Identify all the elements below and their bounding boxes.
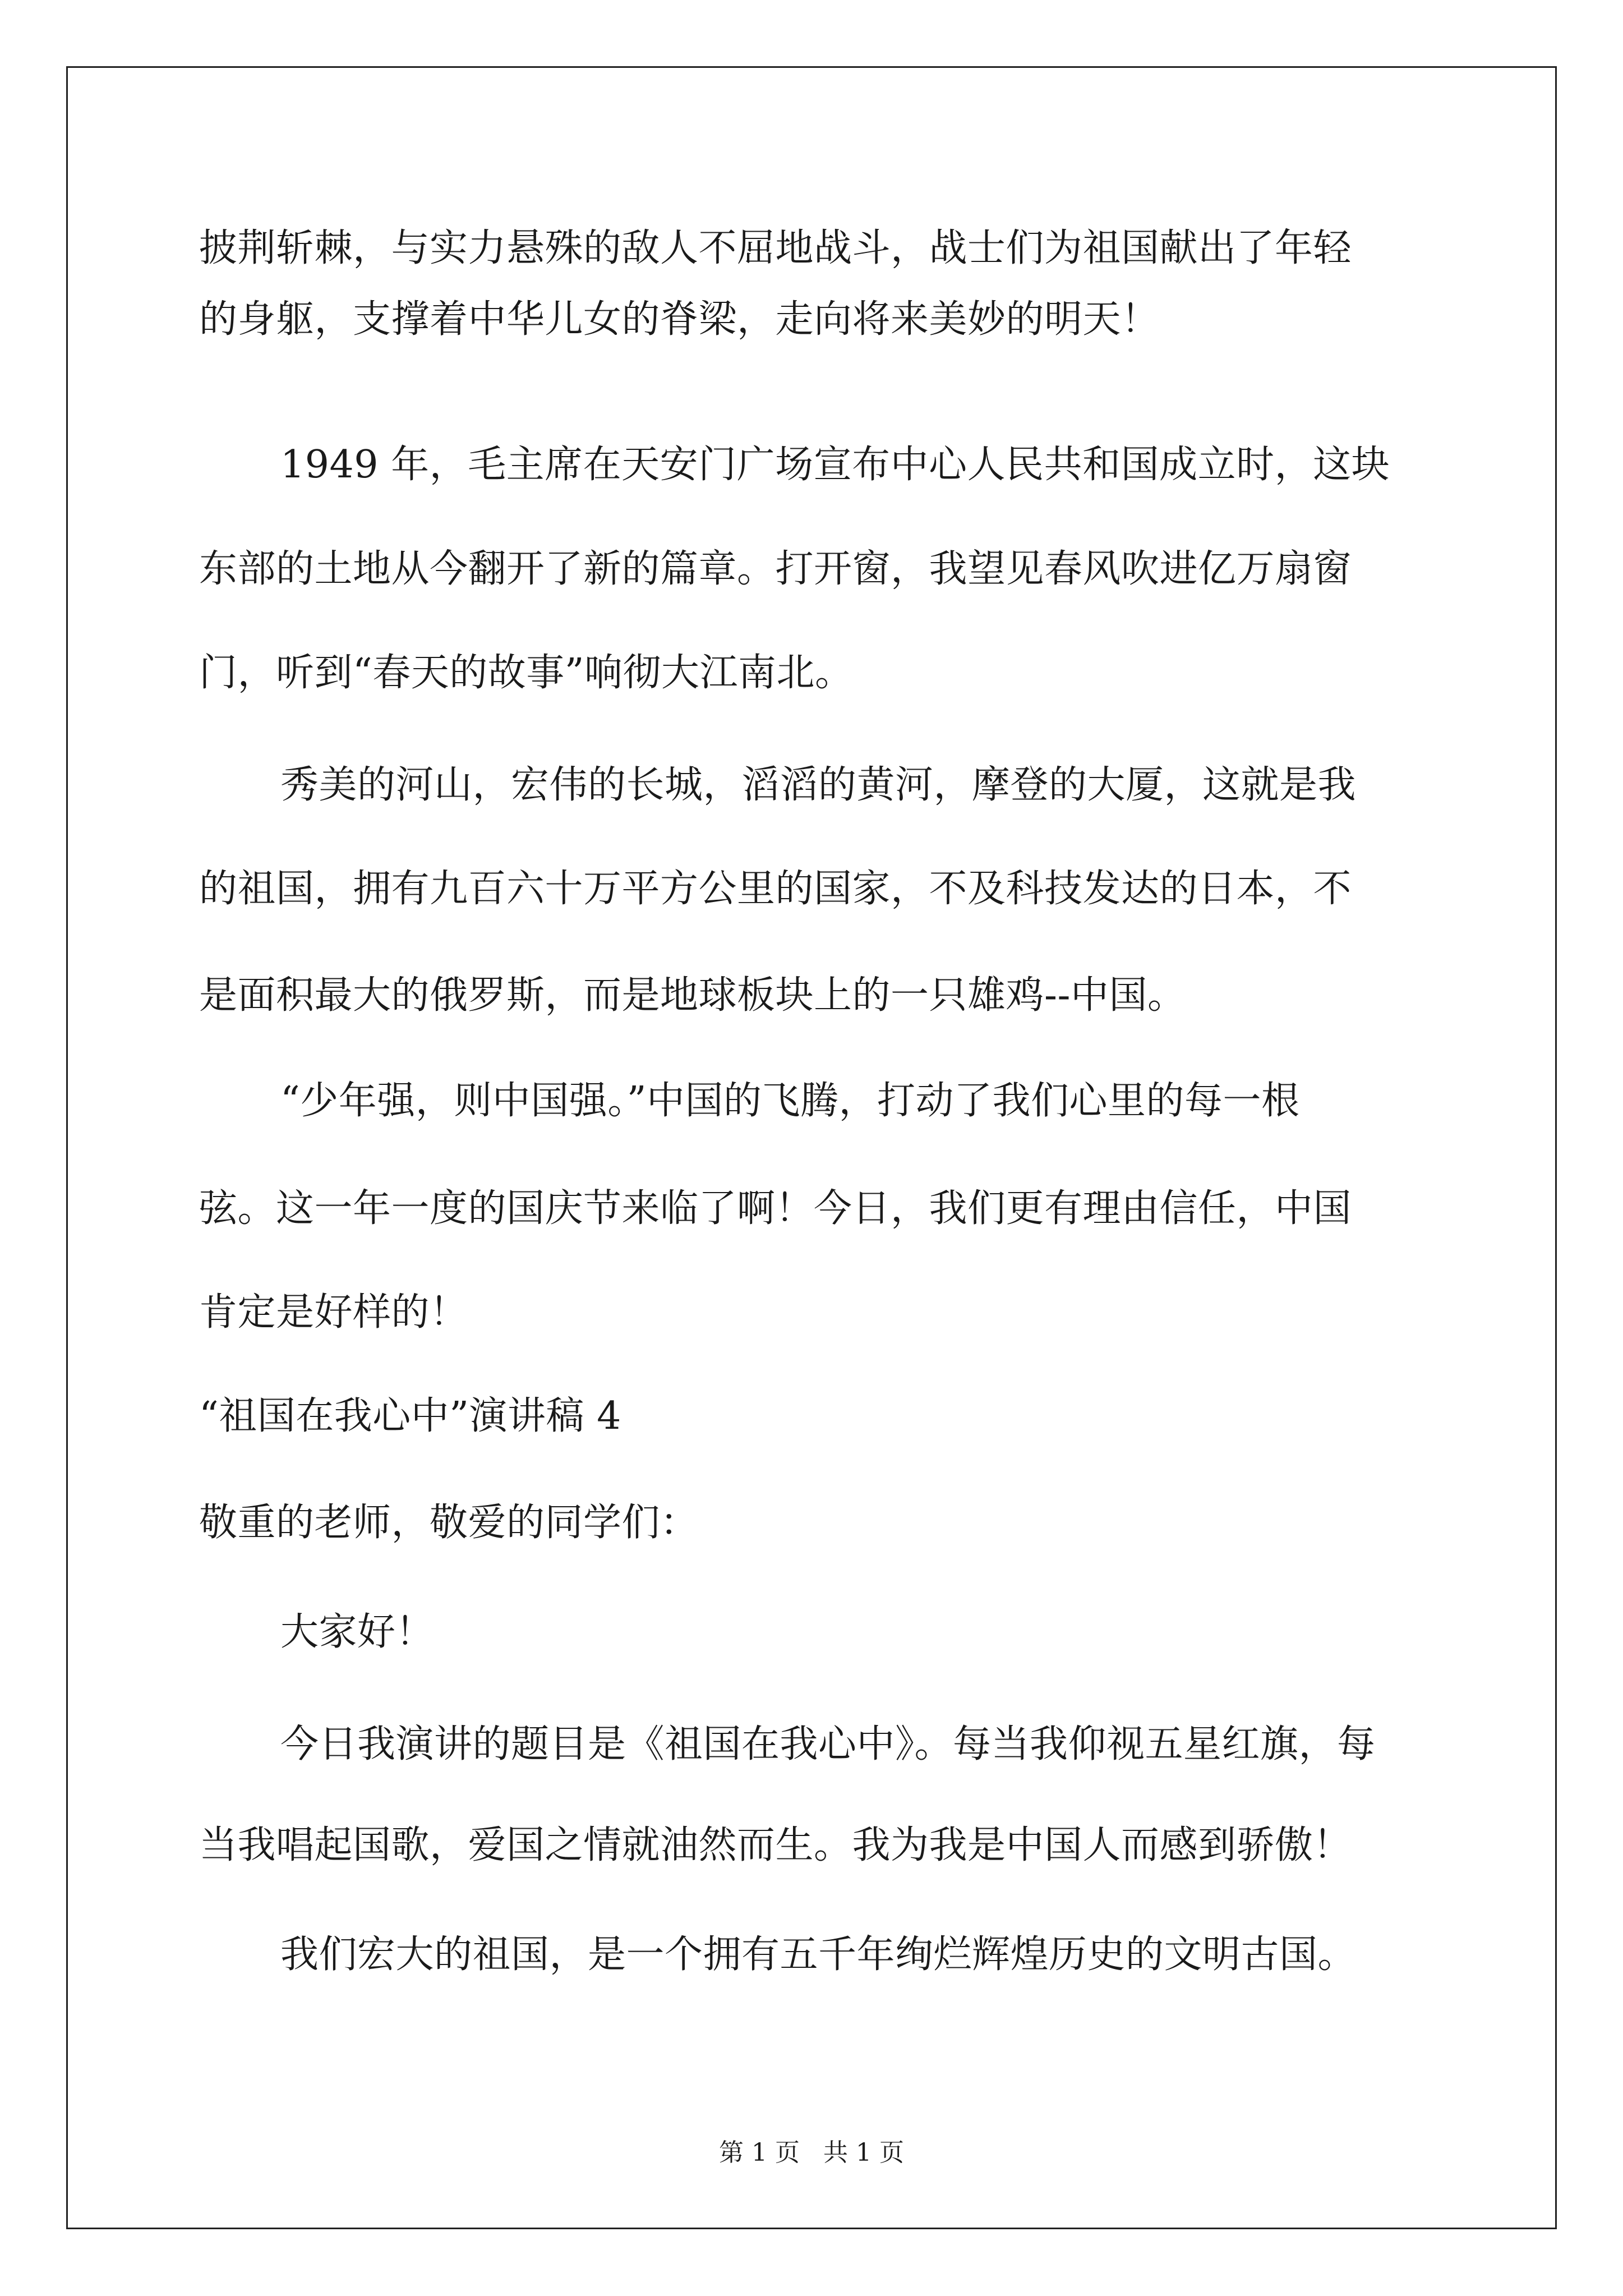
body-line: 我们宏大的祖国，是一个拥有五千年绚烂辉煌历史的文明古国。 [280,1932,1357,1977]
section-heading: “祖国在我心中”演讲稿 4 [199,1394,621,1438]
body-line: 肯定是好样的！ [199,1290,468,1335]
body-line: 今日我演讲的题目是《祖国在我心中》。每当我仰视五星红旗，每 [280,1722,1376,1766]
body-line: 1949 年，毛主席在天安门广场宣布中心人民共和国成立时，这块 [280,443,1390,487]
body-line: 披荆斩棘，与实力悬殊的敌人不屈地战斗，战士们为祖国献出了年轻 [199,226,1352,270]
body-line: 弦。这一年一度的国庆节来临了啊！今日，我们更有理由信任，中国 [199,1186,1352,1231]
body-line: “少年强，则中国强。”中国的飞腾，打动了我们心里的每一根 [280,1079,1300,1123]
greeting: 大家好！ [280,1610,435,1654]
body-line: 秀美的河山，宏伟的长城，滔滔的黄河，摩登的大厦，这就是我 [280,763,1357,807]
page-border [66,66,1557,2229]
body-line: 门，听到“春天的故事”响彻大江南北。 [199,651,854,695]
page-footer: 第 1 页 共 1 页 [719,2138,904,2167]
body-line: 当我唱起国歌，爱国之情就油然而生。我为我是中国人而感到骄傲！ [199,1823,1352,1867]
body-line: 是面积最大的俄罗斯，而是地球板块上的一只雄鸡--中国。 [199,973,1186,1018]
salutation: 敬重的老师，敬爱的同学们： [199,1501,699,1545]
body-line: 的祖国，拥有九百六十万平方公里的国家，不及科技发达的日本，不 [199,867,1352,911]
body-line: 东部的土地从今翻开了新的篇章。打开窗，我望见春风吹进亿万扇窗 [199,547,1352,591]
body-line: 的身躯，支撑着中华儿女的脊梁，走向将来美妙的明天！ [199,297,1160,342]
